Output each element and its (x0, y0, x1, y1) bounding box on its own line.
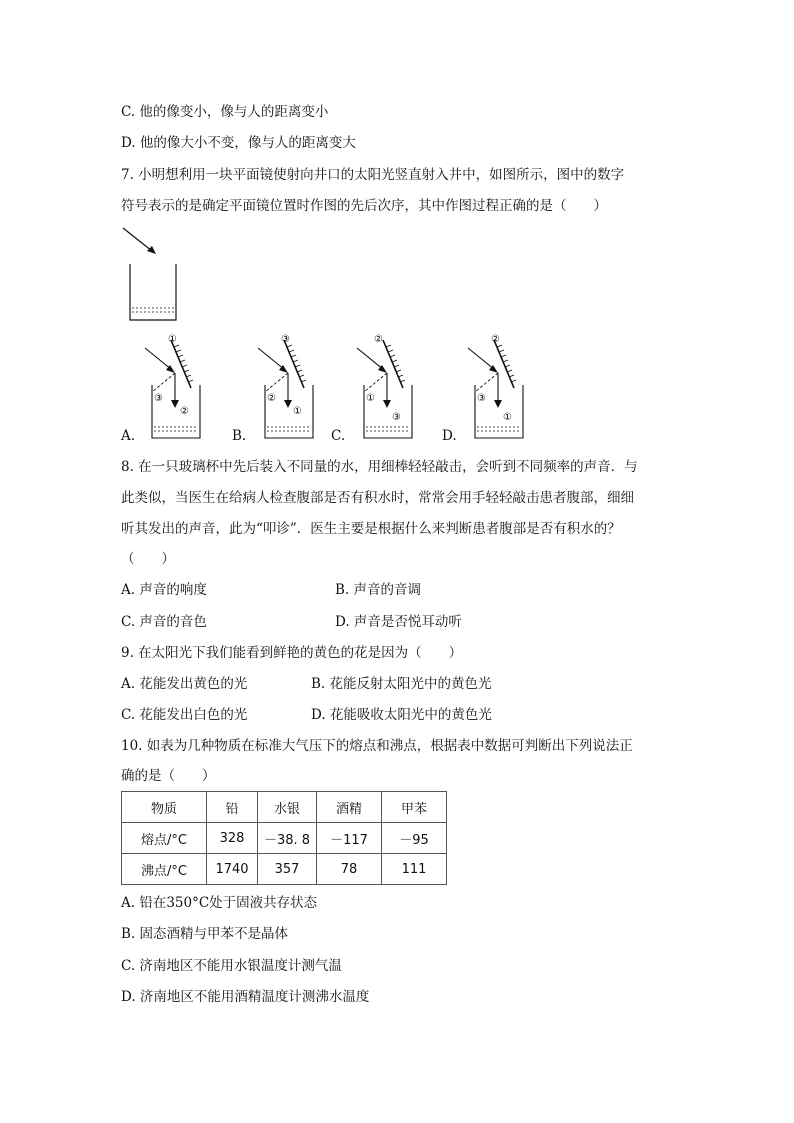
q8-option-a: A. 声音的响度 (121, 582, 207, 598)
normal-line (364, 373, 387, 392)
table-cell: 铅 (207, 792, 258, 823)
step-label-top: ① (168, 334, 177, 345)
q8-option-d: D. 声音是否悦耳动听 (335, 614, 462, 630)
q8-stem-line3: 听其发出的声音，此为“叩诊”．医生主要是根据什么来判断患者腹部是否有积水的？ (121, 521, 621, 537)
step-label-top: ② (491, 334, 500, 345)
q7-figure-c (352, 330, 422, 442)
q7-figure-b (253, 330, 323, 442)
q8-option-c: C. 声音的音色 (121, 614, 207, 630)
q7-figure-d (463, 330, 533, 442)
mirror (494, 340, 514, 388)
table-cell: 357 (258, 854, 317, 885)
table-header-row (122, 792, 447, 823)
q7-option-b-label: B. (232, 428, 247, 444)
table-row (122, 823, 447, 854)
step-label-right: ② (180, 406, 189, 417)
q10-option-c: C. 济南地区不能用水银温度计测气温 (121, 958, 342, 974)
table-cell: 酒精 (317, 792, 382, 823)
q7-option-d-label: D. (442, 428, 457, 444)
sunlight-arrowhead (147, 246, 156, 254)
step-label-left: ③ (154, 393, 163, 404)
q8-option-b: B. 声音的音调 (335, 582, 422, 598)
q9-stem: 9. 在太阳光下我们能看到鲜艳的黄色的花是因为（ ） (121, 645, 463, 661)
step-label-top: ② (374, 334, 383, 345)
q6-option-c: C. 他的像变小，像与人的距离变小 (121, 104, 329, 120)
q8-stem-line2: 此类似，当医生在给病人检查腹部是否有积水时，常常会用手轻轻敲击患者腹部，细细 (121, 490, 634, 506)
q7-stem-line1: 7. 小明想利用一块平面镜使射向井口的太阳光竖直射入井中，如图所示，图中的数字 (121, 167, 625, 183)
step-label-right: ① (503, 412, 512, 423)
step-label-left: ① (366, 393, 375, 404)
q8-stem-line1: 8. 在一只玻璃杯中先后装入不同量的水，用细棒轻轻敲击，会听到不同频率的声音．与 (121, 459, 638, 475)
table-cell: 1740 (207, 854, 258, 885)
q10-option-b: B. 固态酒精与甲苯不是晶体 (121, 926, 289, 942)
q9-option-b: B. 花能反射太阳光中的黄色光 (311, 676, 492, 692)
table-cell: 熔点/°C (122, 823, 207, 854)
table-cell: －38. 8 (258, 823, 317, 854)
q7-option-c-label: C. (331, 428, 346, 444)
q10-stem-line1: 10. 如表为几种物质在标准大气压下的熔点和沸点，根据表中数据可判断出下列说法正 (121, 738, 633, 754)
step-label-top: ③ (281, 334, 290, 345)
table-cell: 甲苯 (382, 792, 447, 823)
table-cell: 111 (382, 854, 447, 885)
q9-option-c: C. 花能发出白色的光 (121, 707, 248, 723)
q7-main-figure (118, 224, 188, 324)
sunlight-ray (123, 228, 152, 251)
step-label-left: ③ (477, 393, 486, 404)
step-label-left: ② (267, 393, 276, 404)
step-label-right: ① (293, 406, 302, 417)
table-cell: 沸点/°C (122, 854, 207, 885)
mirror (383, 340, 403, 388)
table-cell: 78 (317, 854, 382, 885)
normal-line (152, 373, 175, 392)
normal-line (475, 373, 498, 392)
q6-option-d: D. 他的像大小不变，像与人的距离变大 (121, 135, 356, 151)
table-cell: －95 (382, 823, 447, 854)
table-row (122, 854, 447, 885)
q7-stem-line2: 符号表示的是确定平面镜位置时作图的先后次序，其中作图过程正确的是（ ） (121, 198, 607, 214)
step-label-right: ③ (392, 412, 401, 423)
q7-figure-a (140, 330, 210, 442)
table-cell: －117 (317, 823, 382, 854)
q10-stem-line2: 确的是（ ） (121, 768, 216, 784)
q7-option-a-label: A. (121, 428, 136, 444)
table-cell: 328 (207, 823, 258, 854)
q8-answer-blank: （ ） (121, 551, 175, 567)
q9-option-d: D. 花能吸收太阳光中的黄色光 (311, 707, 492, 723)
q9-option-a: A. 花能发出黄色的光 (121, 676, 248, 692)
normal-line (265, 373, 288, 392)
table-cell: 水银 (258, 792, 317, 823)
mirror (171, 340, 191, 388)
melting-boiling-table (121, 791, 447, 885)
table-cell: 物质 (122, 792, 207, 823)
mirror (284, 340, 304, 388)
q10-option-a: A. 铅在350°C处于固液共存状态 (121, 895, 318, 911)
q10-option-d: D. 济南地区不能用酒精温度计测沸水温度 (121, 989, 370, 1005)
